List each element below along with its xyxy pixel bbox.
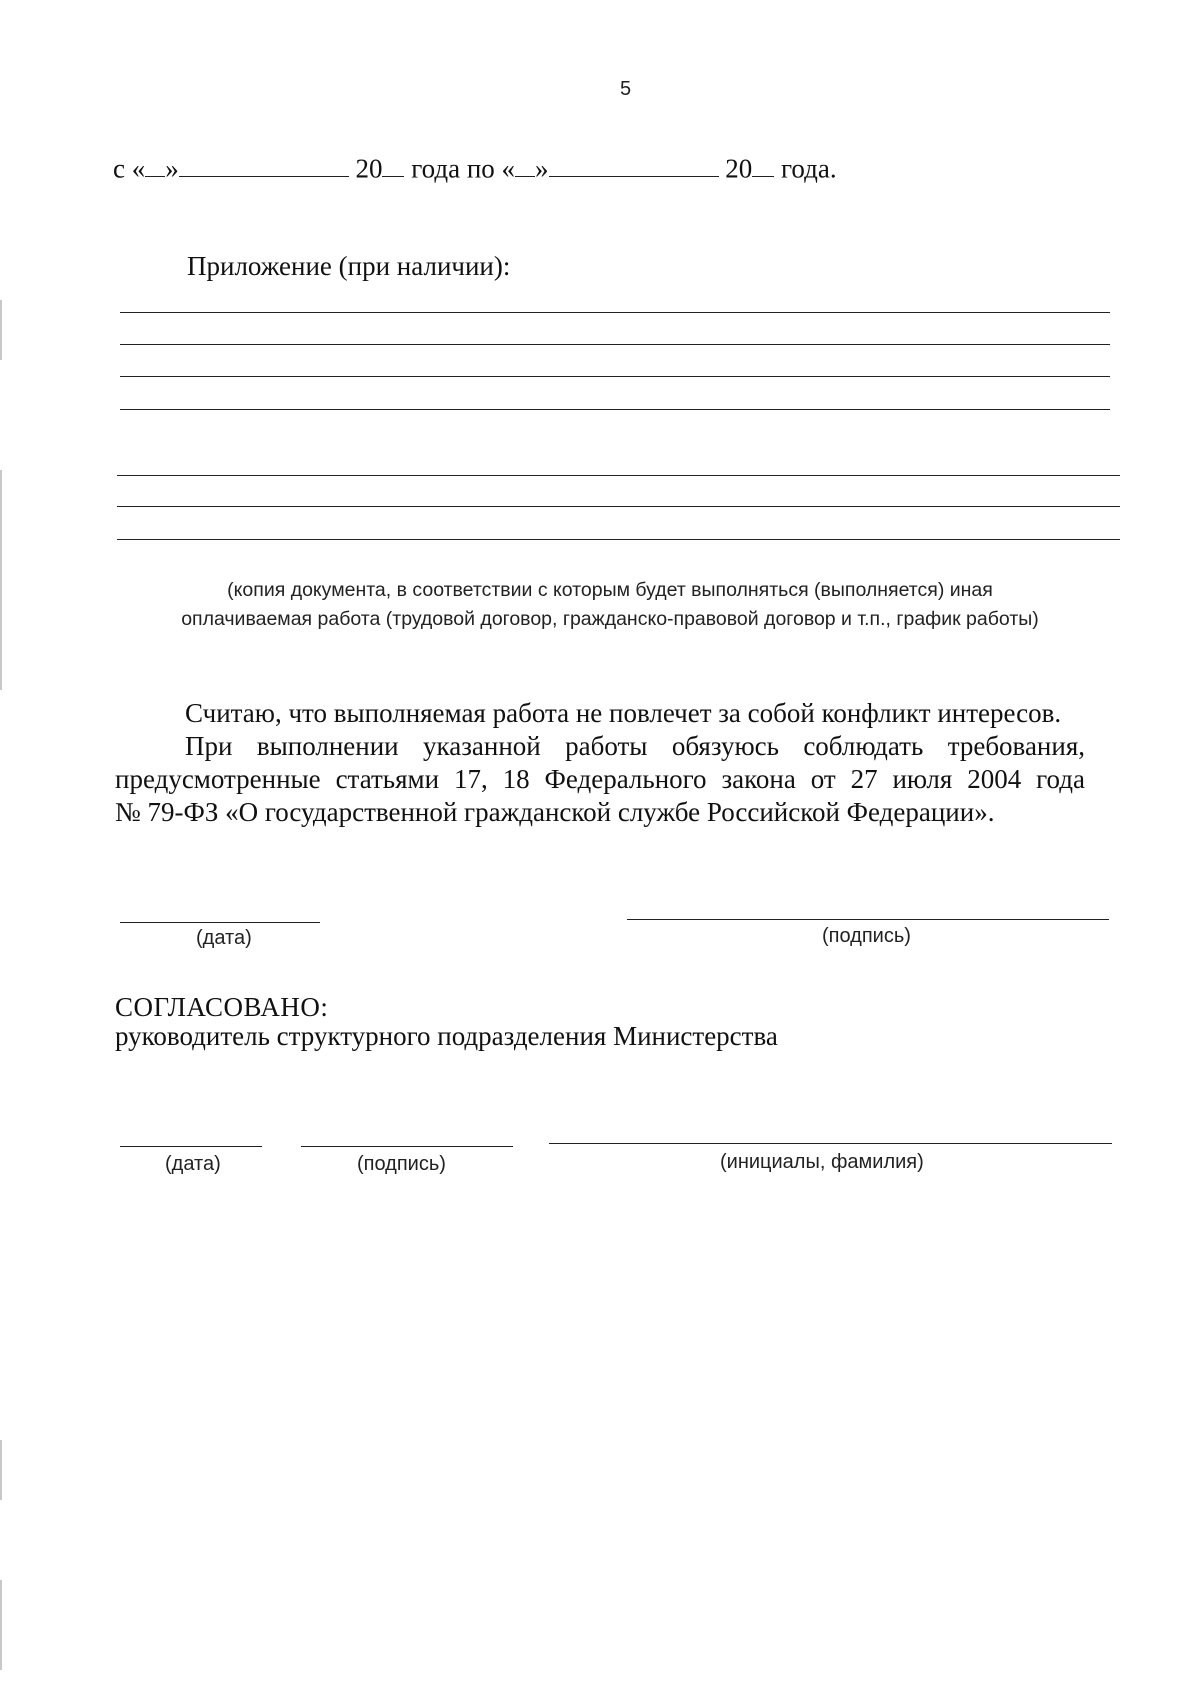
year-blank <box>382 152 404 177</box>
year-blank <box>752 152 774 177</box>
day-blank <box>515 152 535 177</box>
attachment-label: Приложение (при наличии): <box>187 251 511 281</box>
approval-subheading: руководитель структурного подразделения Министерства <box>115 1021 778 1051</box>
attachment-line <box>117 539 1120 540</box>
period-to-suffix: года. <box>781 153 837 184</box>
period-to-mid: » <box>535 153 549 184</box>
attachment-line <box>117 506 1120 507</box>
statement-obligation-line2: предусмотренные статьями 17, 18 Федерального закона от 27 июля 2004 года <box>115 764 1085 794</box>
statement-conflict: Считаю, что выполняемая работа не повлечет за собой конфликт интересов. <box>185 698 1062 728</box>
statement-obligation-line3: № 79-ФЗ «О государственной гражданской службе Российской Федерации». <box>115 797 995 827</box>
period-from-prefix: с « <box>113 153 146 184</box>
date-signature-line <box>120 922 320 923</box>
period-from-mid: » <box>165 153 179 184</box>
scan-margin-mark <box>0 300 2 360</box>
month-blank <box>179 152 349 177</box>
attachment-line <box>120 312 1110 313</box>
approval-name-line <box>549 1143 1112 1144</box>
attachment-note-line1: (копия документа, в соответствии с которым будет выполняться (выполняется) иная <box>227 579 993 601</box>
signature-line <box>627 919 1109 920</box>
period-year-prefix: 20 <box>355 153 383 184</box>
approval-heading: СОГЛАСОВАНО: <box>115 992 329 1022</box>
approval-date-caption: (дата) <box>165 1153 221 1175</box>
attachment-note-line2: оплачиваемая работа (трудовой договор, гражданско-правовой договор и т.п., график работы) <box>181 608 1039 630</box>
signature-caption: (подпись) <box>822 925 911 947</box>
attachment-line <box>120 409 1110 410</box>
period-from-suffix: года по « <box>411 153 516 184</box>
month-blank <box>549 152 719 177</box>
attachment-line <box>117 475 1120 476</box>
approval-signature-caption: (подпись) <box>357 1153 446 1175</box>
attachment-line <box>120 344 1110 345</box>
date-caption: (дата) <box>196 927 252 949</box>
scan-margin-mark <box>0 1580 2 1670</box>
attachment-line <box>120 376 1110 377</box>
scan-margin-mark <box>0 470 2 690</box>
statement-obligation-line1: При выполнении указанной работы обязуюсь соблюдать требования, <box>185 731 1085 761</box>
scan-margin-mark <box>0 1440 2 1500</box>
period-year-prefix: 20 <box>725 153 753 184</box>
approval-name-caption: (инициалы, фамилия) <box>720 1151 924 1173</box>
page-number: 5 <box>620 78 632 100</box>
approval-date-line <box>120 1146 262 1147</box>
approval-signature-line <box>301 1146 513 1147</box>
day-blank <box>145 152 165 177</box>
period-line <box>113 152 837 184</box>
